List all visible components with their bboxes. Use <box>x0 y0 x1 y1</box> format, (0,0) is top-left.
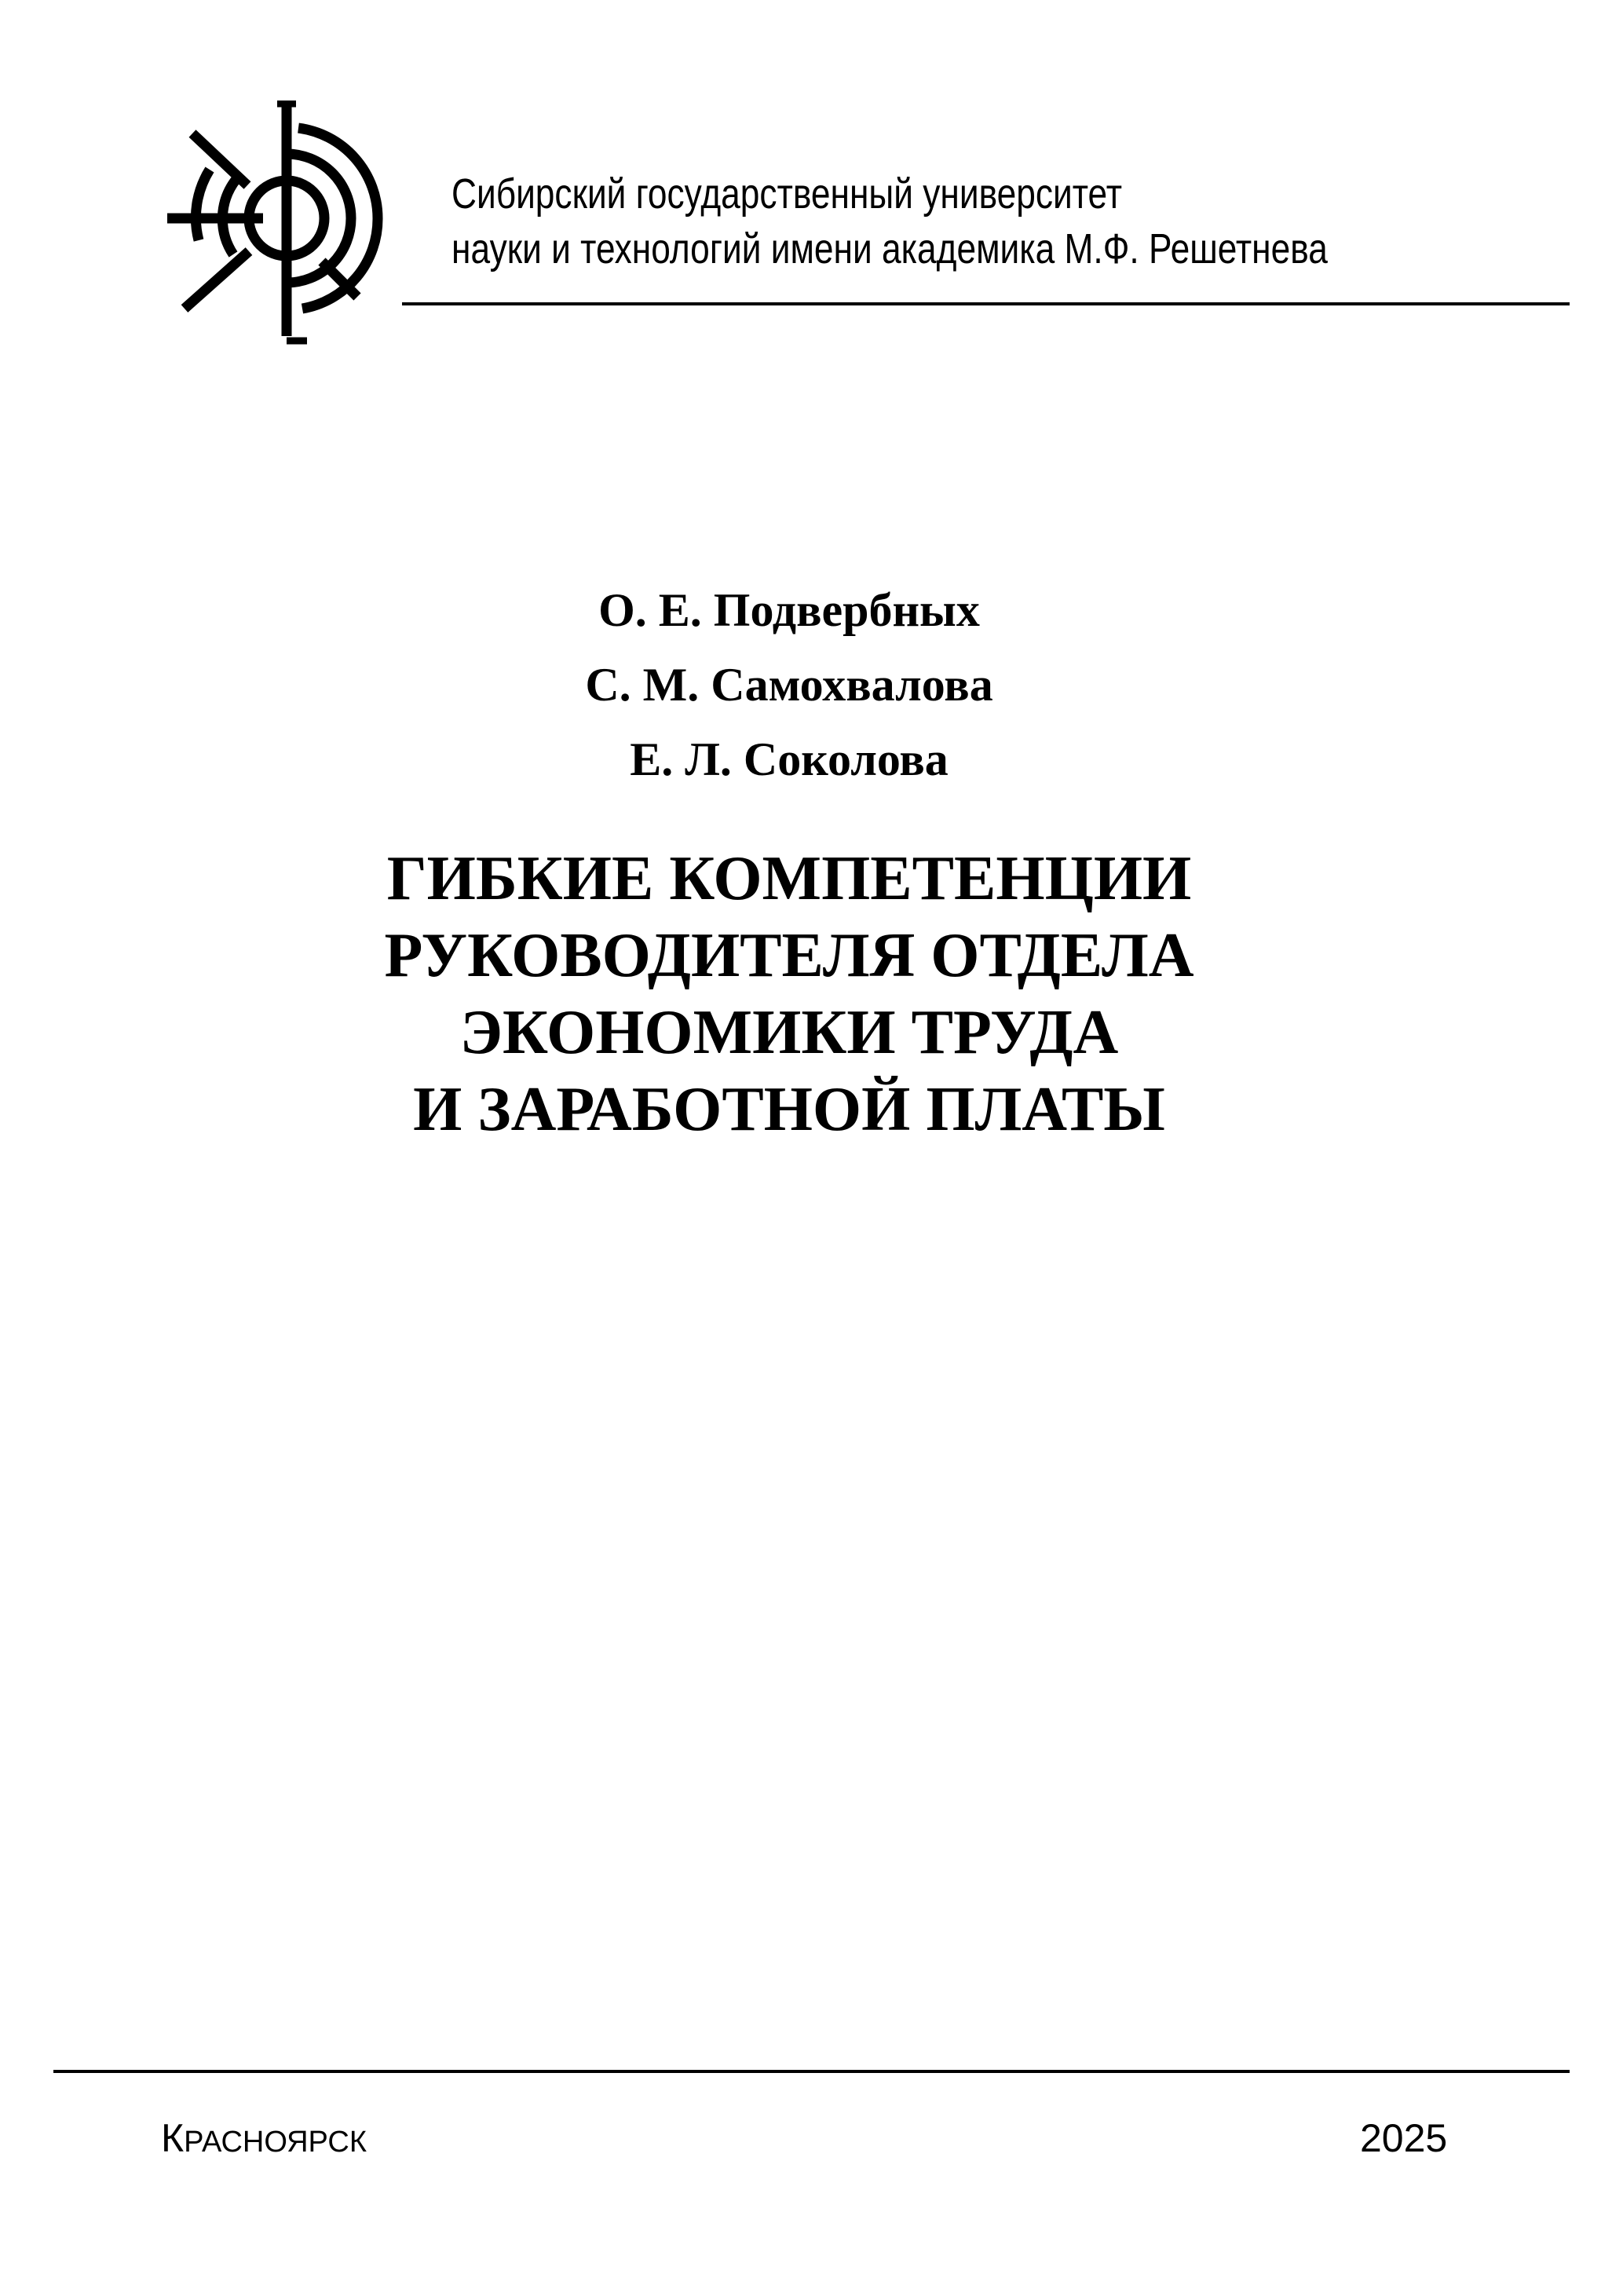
book-title-line: ГИБКИЕ КОМПЕТЕНЦИИ <box>386 844 1192 913</box>
header-divider <box>402 302 1570 305</box>
book-title <box>0 840 1578 1148</box>
institution-name-line-1: Сибирский государственный университет <box>451 170 1122 218</box>
publication-city <box>161 2115 367 2166</box>
author-name: О. Е. Подвербных <box>598 584 980 636</box>
author-name: Е. Л. Соколова <box>630 733 949 785</box>
institution-name <box>451 166 1328 276</box>
publication-year: 2025 <box>1360 2116 1448 2160</box>
book-title-line: ЭКОНОМИКИ ТРУДА <box>459 998 1119 1067</box>
book-title-line: И ЗАРАБОТНОЙ ПЛАТЫ <box>413 1075 1165 1144</box>
book-title-line: РУКОВОДИТЕЛЯ ОТДЕЛА <box>384 921 1194 990</box>
city-rest: РАСНОЯРСК <box>184 2126 367 2159</box>
city-initial: К <box>161 2116 185 2160</box>
author-name: С. М. Самохвалова <box>585 659 993 711</box>
university-emblem-icon <box>161 101 397 352</box>
institution-name-line-2: науки и технологий имени академика М.Ф. Решетнева <box>451 225 1328 272</box>
author-list <box>0 573 1578 797</box>
footer-divider <box>53 2070 1570 2073</box>
